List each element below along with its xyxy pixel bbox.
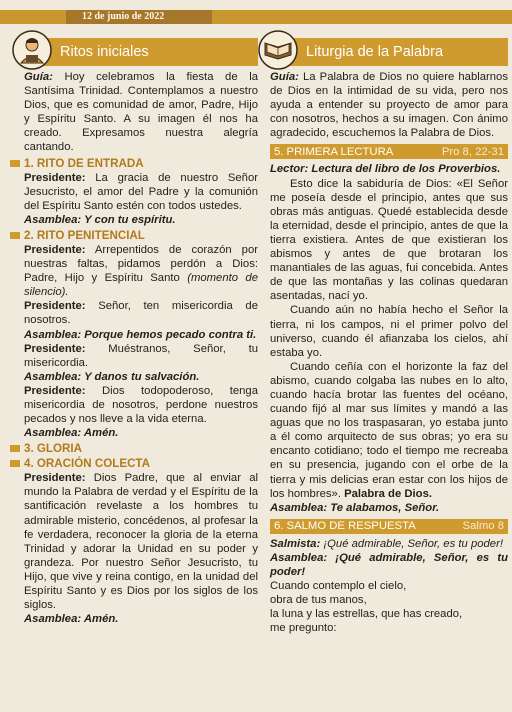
liturgia-body: [270, 70, 508, 635]
dialog-line: Asamblea: Y danos tu salvación.: [24, 370, 200, 383]
liturgia-palabra-header: [270, 38, 508, 66]
page-date: 12 de junio de 2022: [66, 10, 212, 24]
top-bar: [0, 10, 512, 24]
dialog-line: Asamblea: Amén.: [24, 427, 119, 440]
ritos-iniciales-column: [24, 38, 258, 626]
dialog-line: Presidente: Muéstranos, Señor, tu misericordia.: [24, 342, 258, 369]
reading-reference: Pro 8, 22-31: [441, 145, 504, 158]
rito-penitencial-heading: 2. RITO PENITENCIAL: [10, 229, 258, 242]
dialog-line: Asamblea: Amén.: [24, 613, 119, 626]
reading-paragraph: Cuando aún no había hecho el Señor la tierra, ni los campos, ni el primer polvo del universo, cuando él afianzaba los cielos, ahí estaba yo.: [270, 304, 508, 359]
primera-lectura-bar: [270, 144, 508, 159]
lector-line: Lector: Lectura del libro de los Proverbios.: [270, 163, 501, 176]
psalm-verse: me pregunto:: [270, 622, 337, 635]
rito-entrada-heading: 1. RITO DE ENTRADA: [10, 157, 258, 170]
book-icon: [258, 30, 298, 70]
ritos-body: [24, 70, 258, 626]
psalm-verse: obra de tus manos,: [270, 594, 367, 607]
person-icon: [12, 30, 52, 70]
dialog-line: Presidente: Dios Padre, que al enviar al mundo la Palabra de verdad y el Espíritu de la santificación revelaste a los hombres tu admirable misterio, concédenos, al profesar la fe verdadera, reconocer la gloria de la eterna Trinidad y adorar la Unidad en su poder y grandeza. Por nuestro Señor Jesucristo, tu Hijo, que vive y reina contigo, en la unidad del Espíritu Santo y es Dios por los siglos de los siglos.: [24, 472, 258, 612]
dialog-line: Asamblea: Y con tu espíritu.: [24, 213, 176, 226]
dialog-line: Asamblea: Te alabamos, Señor.: [270, 501, 440, 514]
gloria-heading: 3. GLORIA: [10, 442, 258, 455]
psalm-reference: Salmo 8: [462, 520, 504, 533]
primera-lectura-title: 5. PRIMERA LECTURA: [274, 145, 394, 158]
psalm-verse: Cuando contemplo el cielo,: [270, 580, 407, 593]
dialog-line: Presidente: Dios todopoderoso, tenga misericordia de nosotros, perdone nuestros pecados y nos lleve a la vida eterna.: [24, 384, 258, 426]
reading-paragraph: Esto dice la sabiduría de Dios: «El Señor me poseía desde el principio, antes que sus obras más antiguas. Quedé establecida desde la eternidad, desde el principio, antes de que la tierra existiera. Antes de que existieran los abismos y antes de que brotaran los manantiales de las aguas, fui concebida. Antes de que las montañas y las colinas quedaran asentadas, nací yo.: [270, 177, 508, 303]
ritos-iniciales-header: [24, 38, 258, 66]
dialog-line: Presidente: Arrepentidos de corazón por nuestras faltas, pidamos perdón a Dios: Padre, Hijo y Espíritu Santo (momento de silencio).: [24, 243, 258, 299]
guide-paragraph: Guía: La Palabra de Dios no quiere hablarnos de Dios en la intimidad de su vida, pero nos ayuda a entender su proyecto de amor para con nosotros, hechos a su imagen. Con ánimo agradecido, escuchemos la Palabra de Dios.: [270, 71, 508, 140]
dialog-line: Salmista: ¡Qué admirable, Señor, es tu poder!: [270, 537, 503, 550]
section-title: Ritos iniciales: [60, 44, 149, 60]
dialog-line: Asamblea: Porque hemos pecado contra ti.: [24, 328, 257, 341]
guide-paragraph: Guía: Hoy celebramos la fiesta de la Santísima Trinidad. Contemplamos a nuestro Dios, que es comunidad de amor, Padre, Hijo y Espíritu Santo. A su imagen él nos ha creado. Expresamos nuestra alegría cantando.: [24, 71, 258, 154]
psalm-verse: la luna y las estrellas, que has creado,: [270, 608, 463, 621]
liturgia-palabra-column: [270, 38, 508, 635]
salmo-bar: [270, 519, 508, 534]
dialog-line: Asamblea: ¡Qué admirable, Señor, es tu poder!: [270, 551, 508, 578]
salmo-title: 6. SALMO DE RESPUESTA: [274, 520, 416, 533]
section-title: Liturgia de la Palabra: [306, 44, 444, 60]
oracion-colecta-heading: 4. ORACIÓN COLECTA: [10, 457, 258, 470]
dialog-line: Presidente: Señor, ten misericordia de nosotros.: [24, 300, 258, 327]
reading-paragraph: Cuando ceñía con el horizonte la faz del abismo, cuando colgaba las nubes en lo alto, cuando hacía brotar las fuentes del océano, cuando fijó al mar sus límites y mandó a las aguas que no los traspasaran, yo estaba junto a él como arquitecto de sus obras; yo era su encanto cotidiano; todo el tiempo me recreaba en su presencia, jugando con el orbe de la tierra y mis delicias eran estar con los hijos de los hombres». Palabra de Dios.: [270, 360, 508, 500]
dialog-line: Presidente: La gracia de nuestro Señor Jesucristo, el amor del Padre y la comunión del Espíritu Santo estén con todos ustedes.: [24, 171, 258, 212]
